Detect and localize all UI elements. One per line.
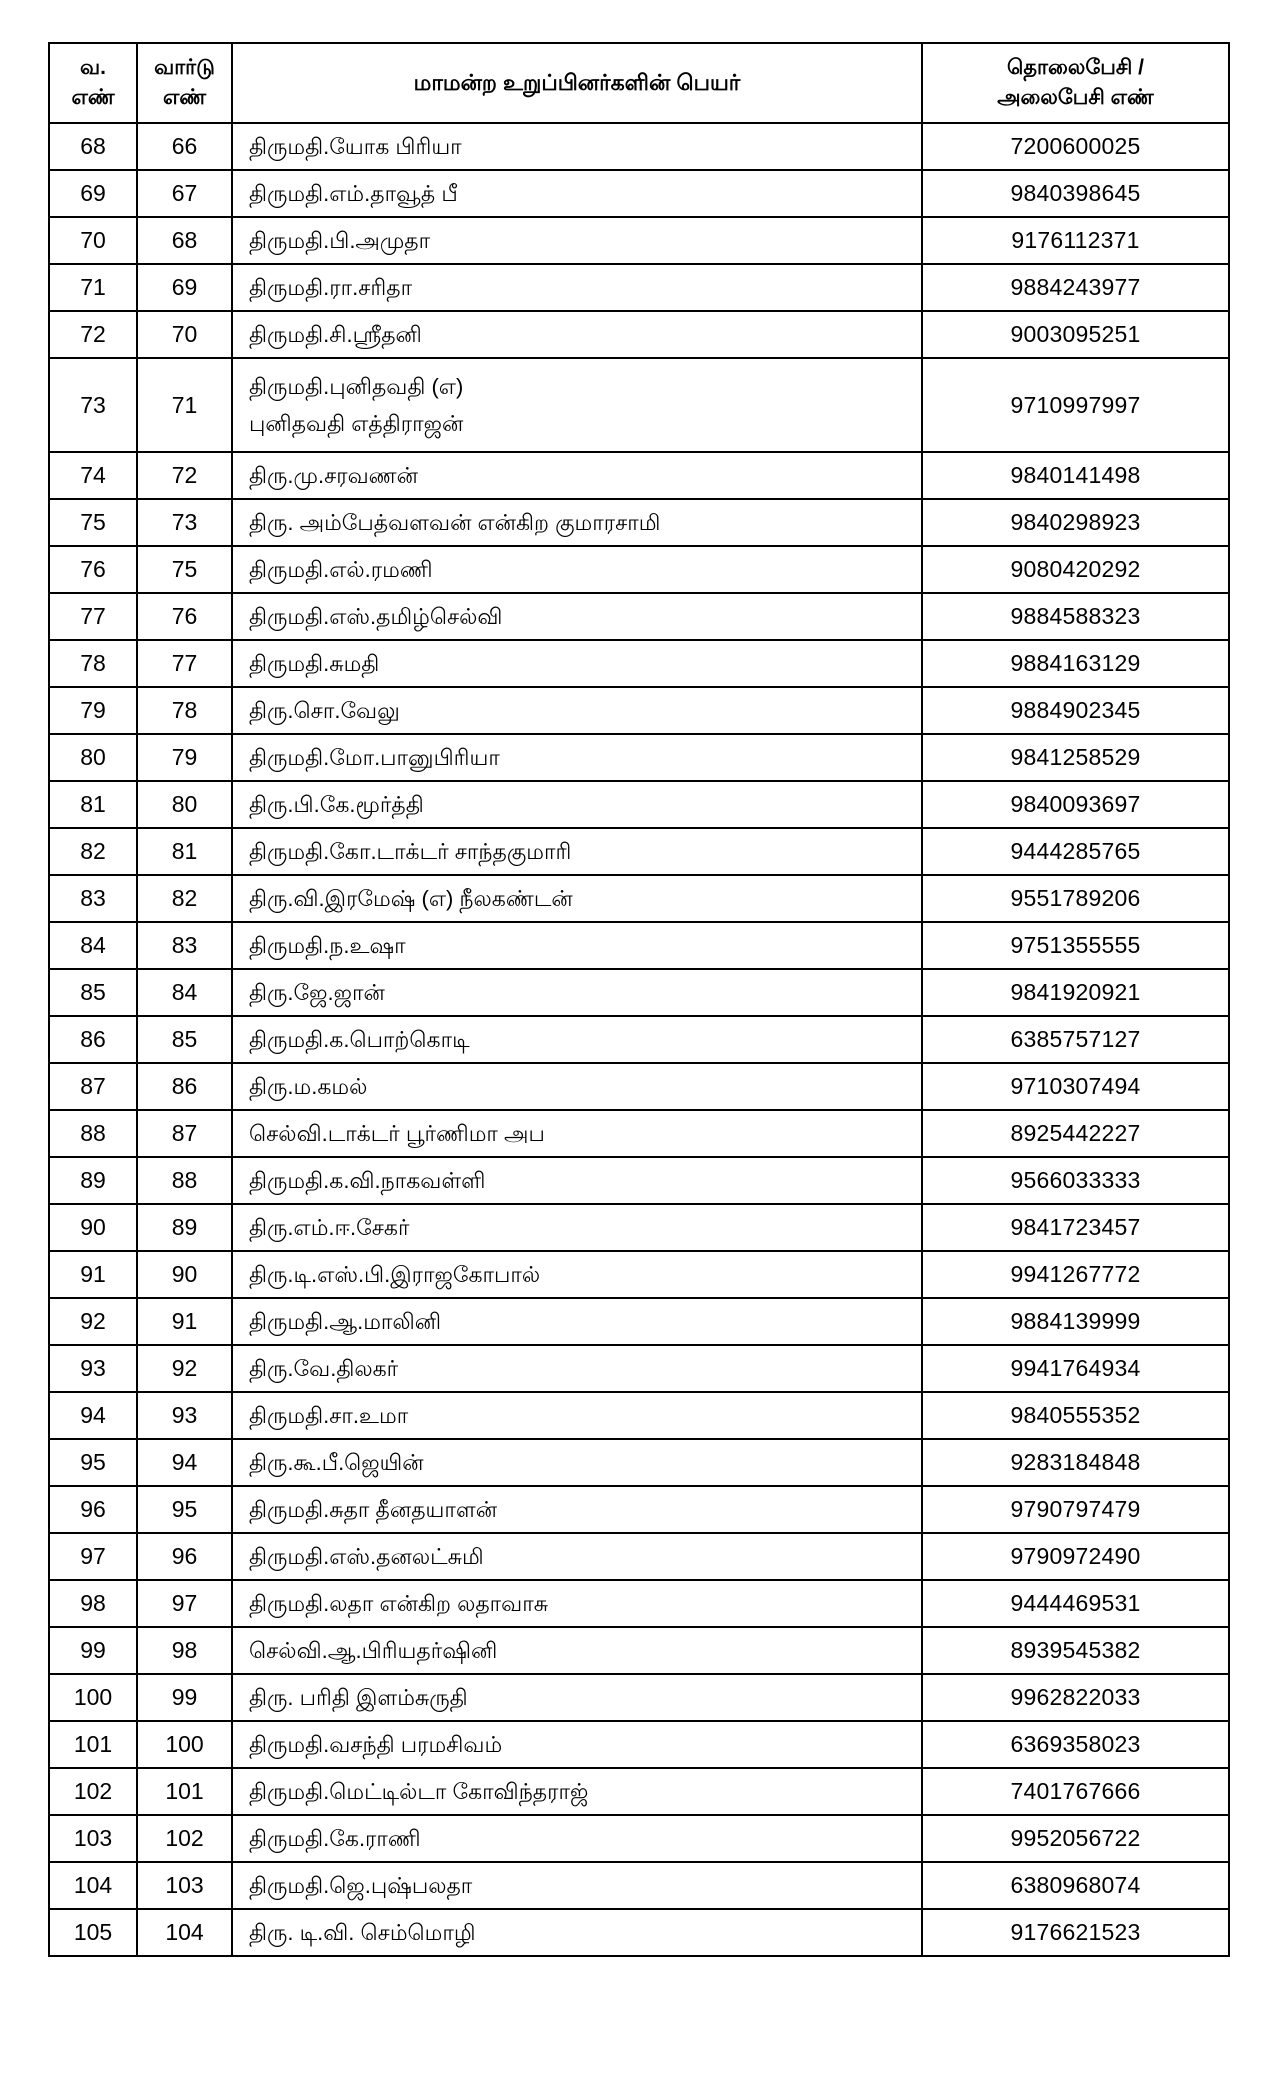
cell-ward-number: 77 xyxy=(137,640,232,687)
serial-header-line-1: வ. xyxy=(80,55,106,79)
cell-serial-number: 87 xyxy=(49,1063,137,1110)
cell-serial-number: 92 xyxy=(49,1298,137,1345)
cell-serial-number: 73 xyxy=(49,358,137,452)
cell-phone-number: 9941267772 xyxy=(922,1251,1229,1298)
cell-ward-number: 93 xyxy=(137,1392,232,1439)
member-name-line: திரு.சொ.வேலு xyxy=(249,697,400,723)
cell-serial-number: 69 xyxy=(49,170,137,217)
cell-serial-number: 80 xyxy=(49,734,137,781)
cell-member-name xyxy=(232,1862,922,1909)
cell-member-name xyxy=(232,311,922,358)
cell-serial-number: 90 xyxy=(49,1204,137,1251)
cell-member-name xyxy=(232,1439,922,1486)
cell-serial-number: 86 xyxy=(49,1016,137,1063)
cell-phone-number: 9884588323 xyxy=(922,593,1229,640)
cell-ward-number: 87 xyxy=(137,1110,232,1157)
cell-serial-number: 81 xyxy=(49,781,137,828)
cell-ward-number: 75 xyxy=(137,546,232,593)
cell-serial-number: 101 xyxy=(49,1721,137,1768)
member-name-line: திருமதி.எம்.தாவூத் பீ xyxy=(249,180,458,206)
cell-ward-number: 81 xyxy=(137,828,232,875)
cell-ward-number: 83 xyxy=(137,922,232,969)
cell-ward-number: 99 xyxy=(137,1674,232,1721)
table-row xyxy=(49,170,1229,217)
cell-member-name xyxy=(232,217,922,264)
cell-serial-number: 82 xyxy=(49,828,137,875)
member-name-line: திரு.மு.சரவணன் xyxy=(249,462,418,488)
table-row xyxy=(49,1721,1229,1768)
column-header-member-name: மாமன்ற உறுப்பினர்களின் பெயர் xyxy=(232,43,922,123)
member-name-line: திருமதி.கே.ராணி xyxy=(249,1825,421,1851)
cell-member-name xyxy=(232,123,922,170)
cell-serial-number: 98 xyxy=(49,1580,137,1627)
cell-member-name xyxy=(232,264,922,311)
cell-phone-number: 9952056722 xyxy=(922,1815,1229,1862)
table-row xyxy=(49,687,1229,734)
table-row xyxy=(49,1204,1229,1251)
member-name-line: திருமதி.எஸ்.தமிழ்செல்வி xyxy=(249,603,503,629)
table-row xyxy=(49,734,1229,781)
cell-phone-number: 9840398645 xyxy=(922,170,1229,217)
cell-serial-number: 93 xyxy=(49,1345,137,1392)
cell-member-name xyxy=(232,499,922,546)
cell-serial-number: 83 xyxy=(49,875,137,922)
cell-phone-number: 9840298923 xyxy=(922,499,1229,546)
table-row xyxy=(49,640,1229,687)
cell-phone-number: 9884139999 xyxy=(922,1298,1229,1345)
cell-ward-number: 86 xyxy=(137,1063,232,1110)
table-row xyxy=(49,593,1229,640)
phone-header-line-1: தொலைபேசி / xyxy=(1007,55,1144,79)
cell-member-name xyxy=(232,969,922,1016)
cell-serial-number: 89 xyxy=(49,1157,137,1204)
member-name-line: திருமதி.யோக பிரியா xyxy=(249,133,462,159)
cell-member-name xyxy=(232,1627,922,1674)
cell-ward-number: 71 xyxy=(137,358,232,452)
cell-serial-number: 75 xyxy=(49,499,137,546)
cell-phone-number: 6369358023 xyxy=(922,1721,1229,1768)
member-name-line: திரு. அம்பேத்வளவன் என்கிற குமாரசாமி xyxy=(249,509,661,535)
cell-serial-number: 79 xyxy=(49,687,137,734)
table-row xyxy=(49,1768,1229,1815)
cell-serial-number: 84 xyxy=(49,922,137,969)
cell-phone-number: 9884902345 xyxy=(922,687,1229,734)
cell-phone-number: 9790972490 xyxy=(922,1533,1229,1580)
cell-phone-number: 9176112371 xyxy=(922,217,1229,264)
table-row xyxy=(49,1063,1229,1110)
cell-ward-number: 73 xyxy=(137,499,232,546)
table-row xyxy=(49,1157,1229,1204)
cell-ward-number: 70 xyxy=(137,311,232,358)
member-name-line: திருமதி.சி.ஸ்ரீதனி xyxy=(249,321,422,347)
cell-serial-number: 91 xyxy=(49,1251,137,1298)
member-name-line: திரு.வே.திலகர் xyxy=(249,1355,399,1381)
cell-ward-number: 68 xyxy=(137,217,232,264)
cell-ward-number: 90 xyxy=(137,1251,232,1298)
member-name-line: திருமதி.ஜெ.புஷ்பலதா xyxy=(249,1872,473,1898)
cell-member-name xyxy=(232,828,922,875)
cell-phone-number: 7200600025 xyxy=(922,123,1229,170)
cell-serial-number: 104 xyxy=(49,1862,137,1909)
cell-serial-number: 94 xyxy=(49,1392,137,1439)
cell-member-name xyxy=(232,1674,922,1721)
member-name-line: திருமதி.க.பொற்கொடி xyxy=(249,1026,470,1052)
cell-ward-number: 69 xyxy=(137,264,232,311)
member-name-line: திருமதி.மோ.பானுபிரியா xyxy=(249,744,500,770)
serial-header-line-2: எண் xyxy=(71,86,115,109)
cell-phone-number: 9941764934 xyxy=(922,1345,1229,1392)
member-name-line: திரு.ம.கமல் xyxy=(249,1073,368,1099)
cell-ward-number: 67 xyxy=(137,170,232,217)
cell-phone-number: 9751355555 xyxy=(922,922,1229,969)
table-row xyxy=(49,875,1229,922)
table-row xyxy=(49,1909,1229,1956)
cell-phone-number: 9444469531 xyxy=(922,1580,1229,1627)
cell-ward-number: 82 xyxy=(137,875,232,922)
cell-phone-number: 9790797479 xyxy=(922,1486,1229,1533)
cell-ward-number: 91 xyxy=(137,1298,232,1345)
cell-member-name xyxy=(232,875,922,922)
cell-ward-number: 88 xyxy=(137,1157,232,1204)
cell-ward-number: 104 xyxy=(137,1909,232,1956)
member-name-line: திருமதி.கோ.டாக்டர் சாந்தகுமாரி xyxy=(249,838,572,864)
cell-serial-number: 74 xyxy=(49,452,137,499)
cell-serial-number: 72 xyxy=(49,311,137,358)
member-name-line: திருமதி.ஆ.மாலினி xyxy=(249,1308,442,1334)
cell-phone-number: 9962822033 xyxy=(922,1674,1229,1721)
table-row xyxy=(49,499,1229,546)
cell-phone-number: 9710997997 xyxy=(922,358,1229,452)
cell-serial-number: 77 xyxy=(49,593,137,640)
cell-ward-number: 85 xyxy=(137,1016,232,1063)
header-row xyxy=(49,43,1229,123)
cell-member-name xyxy=(232,1157,922,1204)
cell-member-name xyxy=(232,1486,922,1533)
cell-member-name xyxy=(232,1298,922,1345)
cell-member-name xyxy=(232,1909,922,1956)
cell-ward-number: 100 xyxy=(137,1721,232,1768)
cell-ward-number: 76 xyxy=(137,593,232,640)
cell-member-name xyxy=(232,1533,922,1580)
cell-member-name xyxy=(232,687,922,734)
cell-member-name xyxy=(232,170,922,217)
cell-member-name xyxy=(232,546,922,593)
cell-phone-number: 9444285765 xyxy=(922,828,1229,875)
cell-phone-number: 9840141498 xyxy=(922,452,1229,499)
cell-ward-number: 102 xyxy=(137,1815,232,1862)
cell-ward-number: 103 xyxy=(137,1862,232,1909)
cell-phone-number: 9551789206 xyxy=(922,875,1229,922)
table-row xyxy=(49,922,1229,969)
cell-ward-number: 97 xyxy=(137,1580,232,1627)
table-row xyxy=(49,1016,1229,1063)
cell-ward-number: 84 xyxy=(137,969,232,1016)
table-row xyxy=(49,264,1229,311)
table-row xyxy=(49,123,1229,170)
table-row xyxy=(49,311,1229,358)
cell-ward-number: 92 xyxy=(137,1345,232,1392)
member-name-line: திரு. டி.வி. செம்மொழி xyxy=(249,1919,476,1945)
cell-serial-number: 95 xyxy=(49,1439,137,1486)
table-row xyxy=(49,217,1229,264)
member-name-line: திரு.வி.இரமேஷ் (எ) நீலகண்டன் xyxy=(249,885,573,911)
table-row xyxy=(49,1298,1229,1345)
cell-phone-number: 6380968074 xyxy=(922,1862,1229,1909)
member-name-line: புனிதவதி எத்திராஜன் xyxy=(249,411,464,436)
table-row xyxy=(49,452,1229,499)
cell-phone-number: 9841258529 xyxy=(922,734,1229,781)
cell-member-name xyxy=(232,593,922,640)
member-name-line: திரு.பி.கே.மூர்த்தி xyxy=(249,791,424,817)
ward-header-line-2: எண் xyxy=(162,86,207,109)
cell-member-name xyxy=(232,1063,922,1110)
table-body xyxy=(49,123,1229,1956)
cell-phone-number: 9841723457 xyxy=(922,1204,1229,1251)
column-header-serial-number xyxy=(49,43,137,123)
cell-ward-number: 94 xyxy=(137,1439,232,1486)
cell-member-name xyxy=(232,358,922,452)
cell-ward-number: 96 xyxy=(137,1533,232,1580)
phone-header-line-2: அலைபேசி எண் xyxy=(997,86,1154,109)
table-row xyxy=(49,1251,1229,1298)
cell-phone-number: 9710307494 xyxy=(922,1063,1229,1110)
cell-serial-number: 78 xyxy=(49,640,137,687)
council-members-table xyxy=(48,42,1230,1957)
member-name-line: திருமதி.மெட்டில்டா கோவிந்தராஜ் xyxy=(249,1778,589,1804)
cell-ward-number: 72 xyxy=(137,452,232,499)
table-row xyxy=(49,1486,1229,1533)
cell-ward-number: 101 xyxy=(137,1768,232,1815)
member-name-line: திருமதி.பி.அமுதா xyxy=(249,227,431,253)
table-row xyxy=(49,1862,1229,1909)
cell-serial-number: 68 xyxy=(49,123,137,170)
member-name-line: திருமதி.புனிதவதி (எ) xyxy=(249,373,464,399)
cell-ward-number: 80 xyxy=(137,781,232,828)
column-header-phone-number xyxy=(922,43,1229,123)
member-name-line: திருமதி.க.வி.நாகவள்ளி xyxy=(249,1167,486,1193)
cell-member-name xyxy=(232,781,922,828)
table-row xyxy=(49,1815,1229,1862)
table-row xyxy=(49,969,1229,1016)
ward-header-line-1: வார்டு xyxy=(154,55,215,79)
table-row xyxy=(49,1580,1229,1627)
cell-phone-number: 9176621523 xyxy=(922,1909,1229,1956)
cell-phone-number: 6385757127 xyxy=(922,1016,1229,1063)
table-row xyxy=(49,1627,1229,1674)
cell-serial-number: 99 xyxy=(49,1627,137,1674)
member-name-line: திரு.ஜே.ஜான் xyxy=(249,979,385,1005)
cell-member-name xyxy=(232,452,922,499)
cell-serial-number: 103 xyxy=(49,1815,137,1862)
member-name-line: திருமதி.சுமதி xyxy=(249,650,380,676)
cell-phone-number: 9283184848 xyxy=(922,1439,1229,1486)
cell-ward-number: 79 xyxy=(137,734,232,781)
cell-member-name xyxy=(232,1721,922,1768)
cell-serial-number: 76 xyxy=(49,546,137,593)
cell-phone-number: 8925442227 xyxy=(922,1110,1229,1157)
cell-member-name xyxy=(232,1580,922,1627)
cell-serial-number: 96 xyxy=(49,1486,137,1533)
cell-phone-number: 9080420292 xyxy=(922,546,1229,593)
cell-ward-number: 95 xyxy=(137,1486,232,1533)
member-name-line: திருமதி.சா.உமா xyxy=(249,1402,409,1428)
member-name-line: திருமதி.ந.உஷா xyxy=(249,932,406,958)
cell-member-name xyxy=(232,1345,922,1392)
cell-serial-number: 105 xyxy=(49,1909,137,1956)
cell-member-name xyxy=(232,922,922,969)
member-name-line: திரு.கூ.பீ.ஜெயின் xyxy=(249,1449,424,1475)
column-header-ward-number xyxy=(137,43,232,123)
member-name-line: திருமதி.வசந்தி பரமசிவம் xyxy=(249,1731,503,1757)
member-name-line: திருமதி.எல்.ரமணி xyxy=(249,556,433,582)
cell-phone-number: 7401767666 xyxy=(922,1768,1229,1815)
cell-serial-number: 100 xyxy=(49,1674,137,1721)
cell-serial-number: 85 xyxy=(49,969,137,1016)
table-row xyxy=(49,1439,1229,1486)
member-name-line: திரு.எம்.ஈ.சேகர் xyxy=(249,1214,410,1240)
member-name-line: திரு. பரிதி இளம்சுருதி xyxy=(249,1684,468,1710)
table-row xyxy=(49,828,1229,875)
cell-serial-number: 102 xyxy=(49,1768,137,1815)
member-name-line: திருமதி.லதா என்கிற லதாவாசு xyxy=(249,1590,549,1616)
table-row xyxy=(49,1533,1229,1580)
cell-serial-number: 71 xyxy=(49,264,137,311)
cell-phone-number: 9566033333 xyxy=(922,1157,1229,1204)
member-name-line: செல்வி.டாக்டர் பூர்ணிமா அப xyxy=(249,1120,545,1146)
cell-member-name xyxy=(232,1251,922,1298)
cell-member-name xyxy=(232,640,922,687)
cell-ward-number: 98 xyxy=(137,1627,232,1674)
member-name-line: செல்வி.ஆ.பிரியதர்ஷினி xyxy=(249,1637,498,1663)
cell-phone-number: 9003095251 xyxy=(922,311,1229,358)
cell-phone-number: 9841920921 xyxy=(922,969,1229,1016)
cell-member-name xyxy=(232,734,922,781)
cell-member-name xyxy=(232,1392,922,1439)
table-row xyxy=(49,1345,1229,1392)
cell-ward-number: 66 xyxy=(137,123,232,170)
cell-phone-number: 9884163129 xyxy=(922,640,1229,687)
cell-phone-number: 9840093697 xyxy=(922,781,1229,828)
cell-member-name xyxy=(232,1110,922,1157)
cell-ward-number: 89 xyxy=(137,1204,232,1251)
table-row xyxy=(49,1110,1229,1157)
cell-phone-number: 8939545382 xyxy=(922,1627,1229,1674)
member-name-line: திருமதி.சுதா தீனதயாளன் xyxy=(249,1496,498,1522)
cell-serial-number: 88 xyxy=(49,1110,137,1157)
table-row xyxy=(49,1392,1229,1439)
table-header xyxy=(49,43,1229,123)
table-row xyxy=(49,358,1229,452)
cell-serial-number: 97 xyxy=(49,1533,137,1580)
cell-member-name xyxy=(232,1768,922,1815)
cell-ward-number: 78 xyxy=(137,687,232,734)
member-name-line: திருமதி.எஸ்.தனலட்சுமி xyxy=(249,1543,484,1569)
cell-serial-number: 70 xyxy=(49,217,137,264)
table-row xyxy=(49,546,1229,593)
cell-member-name xyxy=(232,1204,922,1251)
member-name-line: திரு.டி.எஸ்.பி.இராஜகோபால் xyxy=(249,1261,541,1287)
cell-member-name xyxy=(232,1815,922,1862)
cell-phone-number: 9840555352 xyxy=(922,1392,1229,1439)
member-name-line: திருமதி.ரா.சரிதா xyxy=(249,274,413,300)
cell-member-name xyxy=(232,1016,922,1063)
table-row xyxy=(49,781,1229,828)
cell-phone-number: 9884243977 xyxy=(922,264,1229,311)
table-row xyxy=(49,1674,1229,1721)
